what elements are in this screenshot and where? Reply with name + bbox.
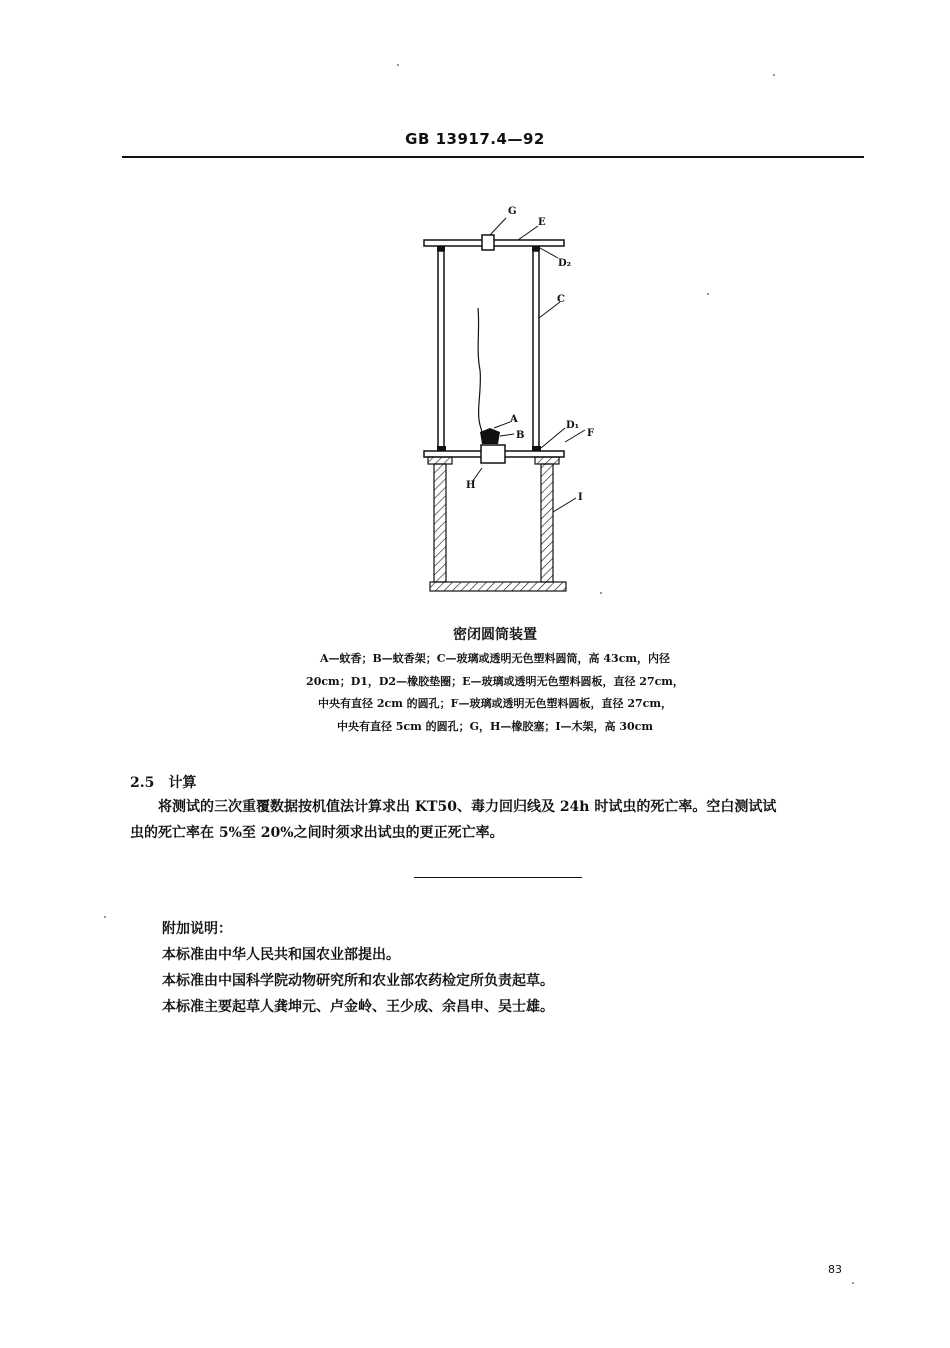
mosquito-coil-a (478, 308, 482, 432)
frame-top-right (535, 457, 559, 464)
label-h: H (466, 480, 476, 491)
frame-leg-left (434, 464, 446, 582)
section-paragraph-line: 虫的死亡率在 5%至 20%之间时须求出试虫的更正死亡率。 (130, 825, 504, 841)
section-paragraph-line: 将测试的三次重覆数据按机值法计算求出 KT50、毒力回归线及 24h 时试虫的死亡率。空白测试试 (130, 799, 777, 815)
figure-caption-line: 20cm；D1，D2—橡胶垫圈；E—玻璃或透明无色塑料圆板，直径 27cm， (306, 675, 684, 688)
label-c: C (557, 294, 565, 305)
figure-caption-line: 中央有直径 5cm 的圆孔；G，H—橡胶塞；I—木架，高 30cm (336, 720, 654, 733)
coil-holder-b (480, 428, 500, 444)
page-header: GB 13917.4—92 (405, 130, 545, 148)
scan-speck (707, 293, 709, 295)
sealed-cylinder-diagram (410, 200, 610, 600)
stopper-h (481, 445, 505, 463)
scan-speck (773, 74, 775, 76)
label-e: E (538, 217, 546, 228)
label-g: G (508, 206, 517, 217)
scan-speck (397, 64, 399, 66)
note-line: 本标准由中国科学院动物研究所和农业部农药检定所负责起草。 (162, 973, 554, 989)
figure-caption-title: 密闭圆筒装置 (453, 627, 537, 643)
cylinder-wall-right (533, 251, 539, 447)
note-line: 本标准由中华人民共和国农业部提出。 (162, 947, 400, 963)
end-rule (414, 877, 582, 878)
label-d2: D₂ (558, 258, 572, 269)
cylinder-wall-left (438, 251, 444, 447)
frame-leg-right (541, 464, 553, 582)
label-i: I (578, 492, 583, 503)
figure-caption-line: 中央有直径 2cm 的圆孔；F—玻璃或透明无色塑料圆板，直径 27cm， (318, 697, 672, 710)
frame-top-left (428, 457, 452, 464)
frame-base (430, 582, 566, 591)
section-title: 2.5 计算 (130, 775, 197, 791)
page-number: 83 (828, 1263, 842, 1276)
label-d1: D₁ (566, 420, 580, 431)
stopper-g (482, 235, 494, 250)
note-line: 本标准主要起草人龚坤元、卢金岭、王少成、余昌申、吴士雄。 (162, 999, 554, 1015)
scan-speck (104, 916, 106, 918)
scan-speck (852, 1282, 854, 1284)
notes-heading: 附加说明： (162, 921, 232, 937)
label-b: B (516, 430, 525, 441)
label-f: F (587, 428, 595, 439)
scan-speck (600, 592, 602, 594)
label-a: A (510, 414, 518, 425)
header-rule (122, 156, 864, 158)
figure-caption-line: A—蚊香；B—蚊香架；C—玻璃或透明无色塑料圆筒，高 43cm，内径 (319, 652, 671, 665)
